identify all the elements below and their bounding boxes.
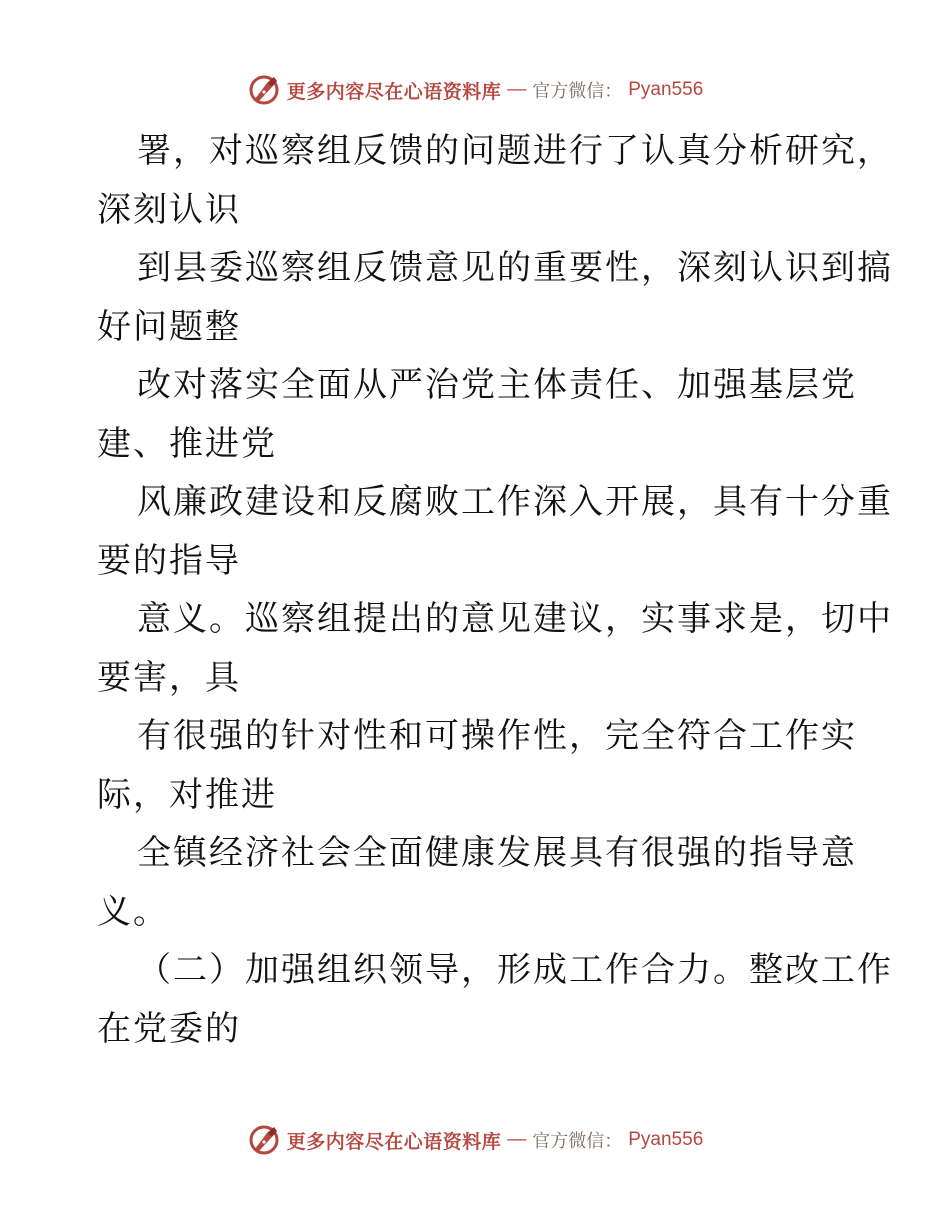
page-header [0,70,950,110]
footer-wechat-label: 官方微信： [532,1131,623,1152]
body-line: 意义。巡察组提出的意见建议，实事求是，切中 [137,599,893,639]
footer-wechat-id: Pyan556 [628,1129,704,1150]
pen-nib-circle-icon [247,1123,281,1157]
body-line: 在党委的 [97,1008,241,1049]
body-line: 建、推进党 [97,423,277,464]
body-line: 改对落实全面从严治党主体责任、加强基层党 [137,365,857,405]
body-line: 要害，具 [97,657,241,698]
document-body [97,122,893,1058]
body-line: 际，对推进 [97,774,277,815]
header-wechat-id: Pyan556 [628,79,704,100]
body-line: 有很强的针对性和可操作性，完全符合工作实 [137,716,857,756]
body-line: 要的指导 [97,540,241,581]
body-line: 全镇经济社会全面健康发展具有很强的指导意 [137,833,857,873]
body-line: 署，对巡察组反馈的问题进行了认真分析研究， [137,131,893,171]
body-line: 风廉政建设和反腐败工作深入开展，具有十分重 [137,482,893,522]
header-wechat-label: 官方微信： [532,81,623,102]
body-line: （二）加强组织领导，形成工作合力。整改工作 [137,950,893,990]
header-brand: 更多内容尽在心语资料库 [286,80,502,103]
pen-nib-circle-icon [247,73,281,107]
body-line: 到县委巡察组反馈意见的重要性，深刻认识到搞 [137,248,893,288]
header-dash: — [507,79,527,100]
page-footer [0,1120,950,1160]
body-line: 义。 [97,891,169,932]
footer-brand: 更多内容尽在心语资料库 [286,1130,502,1153]
body-line: 好问题整 [97,306,241,347]
footer-dash: — [507,1129,527,1150]
body-line: 深刻认识 [97,189,241,230]
